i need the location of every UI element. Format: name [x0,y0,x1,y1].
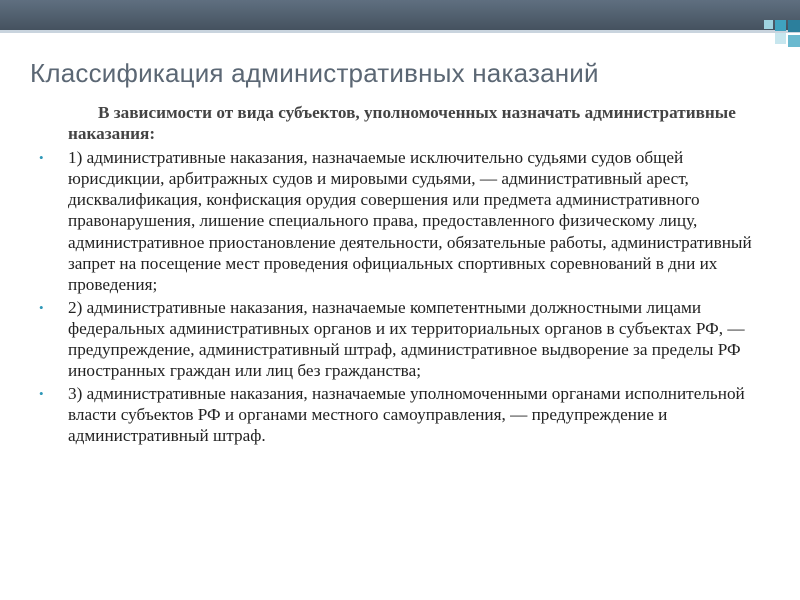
accent-square [788,35,800,47]
list-item-text: 1) административные наказания, назначаемые исключительно судьями судов общей юрисдикции, арбитражных судов и мировыми судьями, — административный арест, дисквалификация, конфискация орудия совершения или предмета административного правонарушения, лишение специального права, предоставленного физическому лицу, административное приостановление деятельности, обязательные работы, административный запрет на посещение мест проведения официальных спортивных соревнований в дни их проведения; [68,148,752,294]
list-item [35,147,775,295]
accent-square [788,20,800,32]
header-band [0,0,800,30]
list-item [35,383,775,446]
slide-content [35,102,775,449]
bullet-icon: • [39,299,44,315]
decorative-squares [764,0,800,58]
list-item-text: 2) административные наказания, назначаемые компетентными должностными лицами федеральных административных органов и их территориальных органов в субъектах РФ, — предупреждение, административный штраф, административное выдворение за пределы РФ иностранных граждан или лиц без гражданства; [68,297,745,381]
header-accent-line [0,30,800,33]
list-item [35,297,775,381]
intro-paragraph: В зависимости от вида субъектов, уполномоченных назначать административные наказания: [68,103,736,144]
accent-square [775,33,786,44]
list-item-text: 3) административные наказания, назначаемые уполномоченными органами исполнительной власти субъектов РФ и органами местного самоуправления, — предупреждение и административный штраф. [68,384,745,446]
accent-square [775,20,786,31]
bullet-icon: • [39,150,44,166]
accent-square [764,20,773,29]
bullet-icon: • [39,386,44,402]
slide-title: Классификация административных наказаний [30,58,599,88]
